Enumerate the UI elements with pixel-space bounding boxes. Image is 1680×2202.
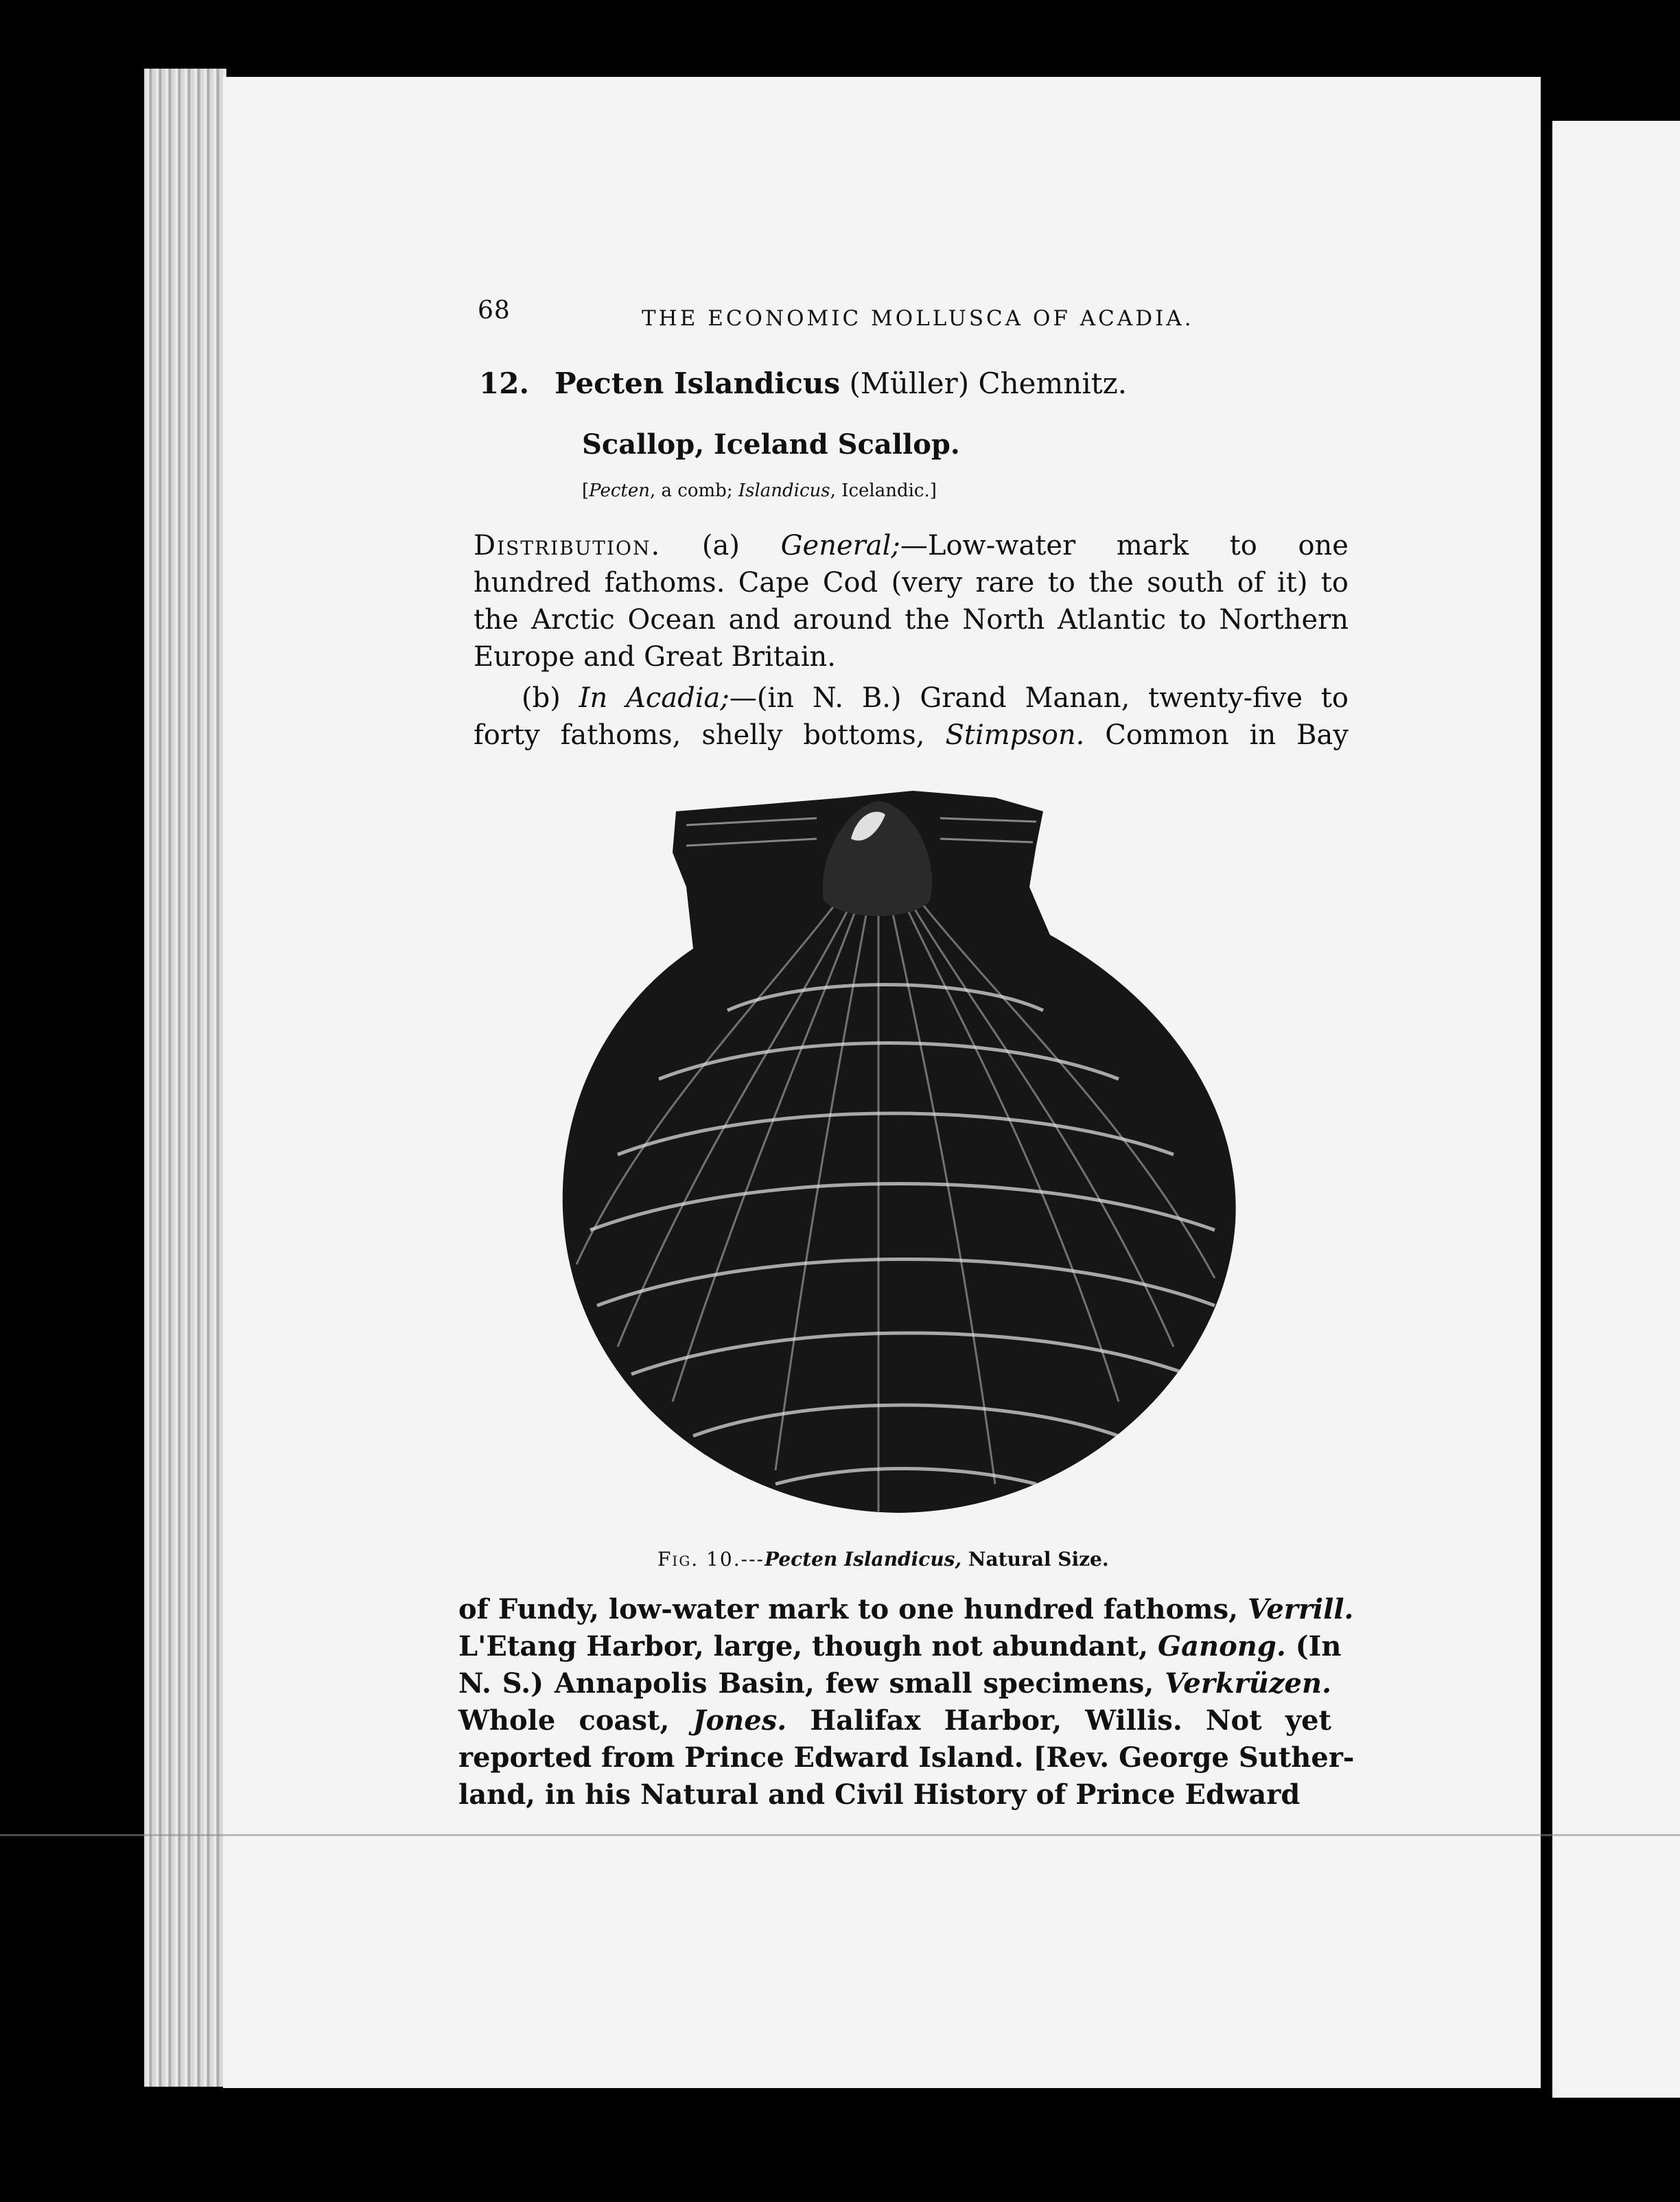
text-line — [474, 527, 1349, 564]
figure-species: Pecten Islandicus, — [765, 1548, 962, 1571]
etymology — [582, 480, 937, 501]
figure-size-note: Natural Size. — [961, 1548, 1109, 1571]
continuation-paragraph — [458, 1591, 1355, 1813]
text-line — [458, 1628, 1342, 1665]
text-line: hundred fathoms. Cape Cod (very rare to the south of it) to — [474, 567, 1349, 599]
italic-run: Jones. — [692, 1704, 787, 1737]
species-heading — [555, 367, 1127, 400]
italic-run: General; — [780, 530, 900, 561]
facing-page-edge — [1552, 121, 1680, 2098]
species-authority: (Müller) Chemnitz. — [849, 367, 1128, 400]
text-run: (In — [1285, 1630, 1342, 1662]
text-run: (a) — [661, 530, 781, 561]
running-title: THE ECONOMIC MOLLUSCA OF ACADIA. — [642, 306, 1194, 331]
text-run: —Low-water mark to one — [900, 530, 1349, 561]
text-run: forty fathoms, shelly bottoms, — [474, 719, 946, 751]
etymology-term-1: Pecten — [589, 480, 651, 501]
scallop-shell-illustration — [556, 784, 1250, 1517]
italic-run: Verkrüzen. — [1165, 1667, 1331, 1700]
text-line — [458, 1776, 1331, 1813]
figure-caption — [657, 1548, 1109, 1571]
text-line — [458, 1702, 1331, 1739]
italic-run: Verrill. — [1247, 1593, 1354, 1625]
text-line — [458, 1739, 1355, 1776]
text-run: Halifax Harbor, Willis. Not yet — [786, 1704, 1332, 1737]
figure-label: Fig. 10.--- — [657, 1548, 765, 1571]
text-line: the Arctic Ocean and around the North Atlantic to Northern — [474, 604, 1349, 636]
italic-run: Stimpson. — [945, 719, 1085, 751]
text-line — [458, 1591, 1354, 1628]
text-run: of Fundy, low-water mark to one hundred fathoms, — [458, 1593, 1248, 1625]
text-line — [458, 1665, 1331, 1702]
text-run: Whole coast, — [458, 1704, 693, 1737]
page-number: 68 — [478, 297, 511, 325]
text-run: land, in his Natural and Civil History of Prince Edward — [458, 1778, 1300, 1811]
etymology-term-2: Islandicus — [738, 480, 830, 501]
text-run: reported from Prince Edward Island. [Rev. George Suther- — [458, 1741, 1355, 1774]
common-names: Scallop, Iceland Scallop. — [582, 428, 960, 461]
text-run: N. S.) Annapolis Basin, few small specimens, — [458, 1667, 1165, 1700]
italic-run: Ganong. — [1157, 1630, 1286, 1662]
species-name: Pecten Islandicus — [555, 367, 841, 400]
etymology-gloss-1: , a comb; — [650, 480, 738, 501]
text-run: (b) — [522, 682, 579, 714]
italic-run: In Acadia; — [579, 682, 730, 714]
text-line — [474, 680, 1349, 717]
distribution-heading: Distribution. — [474, 530, 662, 561]
species-number: 12. — [479, 367, 530, 400]
distribution-general-paragraph — [474, 527, 1349, 675]
distribution-acadia-paragraph — [474, 680, 1349, 754]
text-line: Europe and Great Britain. — [474, 641, 836, 673]
text-run: Common in Bay — [1084, 719, 1349, 751]
book-page-edges — [144, 69, 226, 2087]
text-line — [474, 717, 1349, 754]
scan-artifact-line — [0, 1834, 1680, 1836]
text-run: L'Etang Harbor, large, though not abundant, — [458, 1630, 1158, 1662]
etymology-gloss-2: , Icelandic.] — [830, 480, 937, 501]
etymology-bracket: [ — [582, 480, 590, 501]
text-run: —(in N. B.) Grand Manan, twenty-five to — [729, 682, 1349, 714]
